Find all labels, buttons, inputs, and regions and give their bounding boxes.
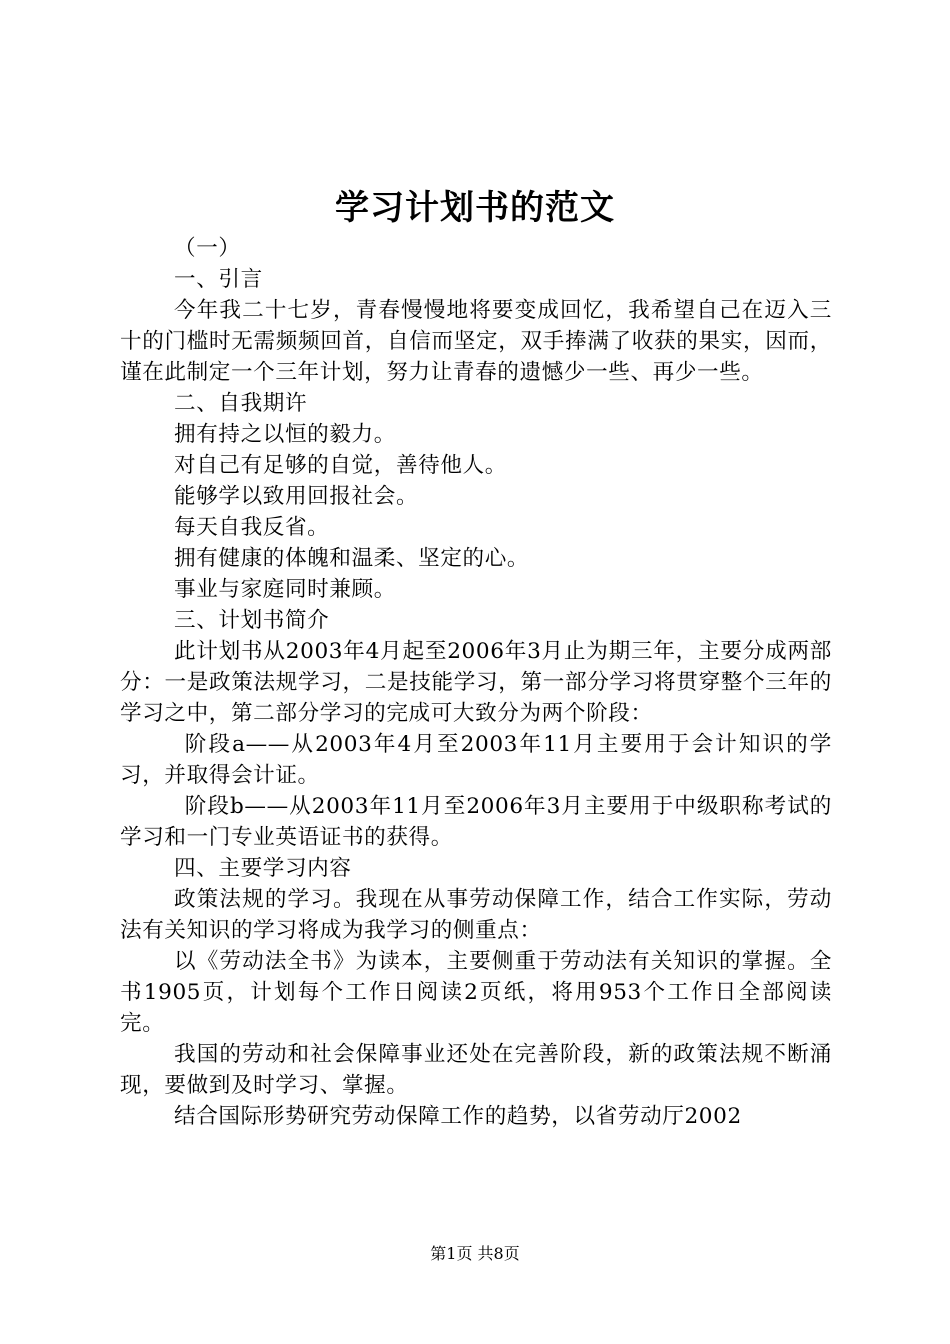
body-paragraph: 结合国际形势研究劳动保障工作的趋势，以省劳动厅2002 bbox=[174, 1104, 742, 1129]
body-paragraph: 此计划书从2003年4月起至2006年3月止为期三年，主要分成两部分：一是政策法规学习，二是技能学习，第一部分学习将贯穿整个三年的学习之中，第二部分学习的完成可大致分为两个阶段： bbox=[120, 639, 832, 726]
body-paragraph: 我国的劳动和社会保障事业还处在完善阶段，新的政策法规不断涌现，要做到及时学习、掌握。 bbox=[120, 1042, 832, 1098]
body-paragraph: 今年我二十七岁，青春慢慢地将要变成回忆，我希望自己在迈入三十的门槛时无需频频回首，自信而坚定，双手捧满了收获的果实，因而，谨在此制定一个三年计划，努力让青春的遗憾少一些、再少一些。 bbox=[120, 298, 832, 385]
stage-paragraph: 阶段b——从2003年11月至2006年3月主要用于中级职称考试的学习和一门专业英语证书的获得。 bbox=[120, 794, 832, 850]
list-paragraph: 事业与家庭同时兼顾。 bbox=[174, 577, 396, 602]
page-title: 学习计划书的范文 bbox=[335, 188, 615, 228]
list-paragraph: 每天自我反省。 bbox=[174, 515, 330, 540]
list-paragraph: 拥有健康的体魄和温柔、坚定的心。 bbox=[174, 546, 530, 571]
section-heading-plan-overview: 三、计划书简介 bbox=[174, 608, 330, 633]
body-paragraph: 以《劳动法全书》为读本，主要侧重于劳动法有关知识的掌握。全书1905页，计划每个工作日阅读2页纸，将用953个工作日全部阅读完。 bbox=[120, 949, 832, 1036]
page-footer: 第1页 共8页 bbox=[430, 1244, 520, 1263]
body-paragraph: 政策法规的学习。我现在从事劳动保障工作，结合工作实际，劳动法有关知识的学习将成为我学习的侧重点： bbox=[120, 887, 832, 943]
section-heading-introduction: 一、引言 bbox=[174, 267, 263, 292]
section-subheading: （一） bbox=[174, 236, 241, 261]
section-heading-main-content: 四、主要学习内容 bbox=[174, 856, 352, 881]
stage-paragraph: 阶段a——从2003年4月至2003年11月主要用于会计知识的学习，并取得会计证。 bbox=[120, 732, 832, 788]
list-paragraph: 能够学以致用回报社会。 bbox=[174, 484, 419, 509]
document-body bbox=[120, 233, 832, 1132]
list-paragraph: 拥有持之以恒的毅力。 bbox=[174, 422, 396, 447]
section-heading-self-expectation: 二、自我期许 bbox=[174, 391, 308, 416]
list-paragraph: 对自己有足够的自觉，善待他人。 bbox=[174, 453, 507, 478]
